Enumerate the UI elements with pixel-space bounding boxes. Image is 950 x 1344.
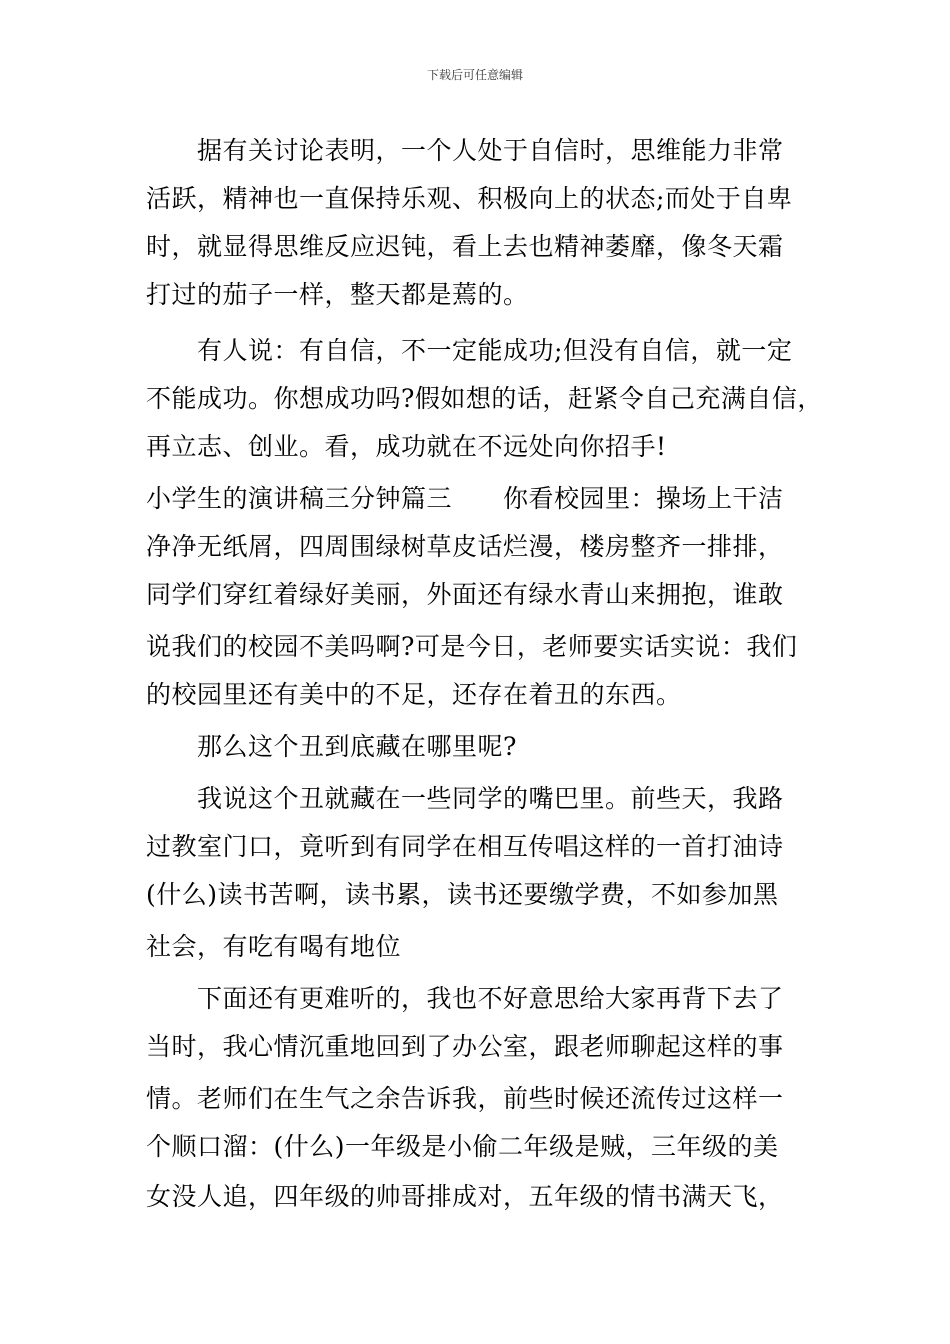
paragraph-line: 据有关讨论表明，一个人处于自信时，思维能力非常 — [197, 136, 784, 165]
paragraph-line: 当时，我心情沉重地回到了办公室，跟老师聊起这样的事 — [146, 1032, 784, 1061]
paragraph-line: 活跃，精神也一直保持乐观、积极向上的状态;而处于自卑 — [146, 184, 793, 213]
paragraph-line: 女没人追，四年级的帅哥排成对，五年级的情书满天飞， — [146, 1182, 784, 1211]
paragraph-line: 说我们的校园不美吗啊?可是今日，老师要实话实说：我们 — [146, 632, 798, 661]
section-heading-line: 小学生的演讲稿三分钟篇三 你看校园里：操场上干洁 — [146, 484, 784, 513]
paragraph-line: 同学们穿红着绿好美丽，外面还有绿水青山来拥抱，谁敢 — [146, 580, 784, 609]
paragraph-line: 过教室门口，竟听到有同学在相互传唱这样的一首打油诗 — [146, 832, 784, 861]
paragraph-line: 不能成功。你想成功吗?假如想的话，赶紧令自己充满自信， — [146, 384, 823, 413]
paragraph-line: 那么这个丑到底藏在哪里呢? — [197, 732, 517, 761]
paragraph-line: 情。老师们在生气之余告诉我，前些时候还流传过这样一 — [146, 1084, 784, 1113]
paragraph-line: 下面还有更难听的，我也不好意思给大家再背下去了 — [197, 984, 784, 1013]
page-header: 下载后可任意编辑 — [426, 68, 523, 82]
paragraph-line: (什么)读书苦啊，读书累，读书还要缴学费，不如参加黑 — [146, 880, 779, 909]
paragraph-line: 净净无纸屑，四周围绿树草皮话烂漫，楼房整齐一排排， — [146, 532, 784, 561]
paragraph-line: 有人说：有自信，不一定能成功;但没有自信，就一定 — [197, 336, 793, 365]
paragraph-line: 社会，有吃有喝有地位 — [146, 932, 402, 961]
paragraph-line: 我说这个丑就藏在一些同学的嘴巴里。前些天，我路 — [197, 784, 784, 813]
paragraph-line: 时，就显得思维反应迟钝，看上去也精神萎靡，像冬天霜 — [146, 232, 784, 261]
paragraph-line: 的校园里还有美中的不足，还存在着丑的东西。 — [146, 680, 682, 709]
paragraph-line: 再立志、创业。看，成功就在不远处向你招手! — [146, 432, 667, 461]
paragraph-line: 个顺口溜：(什么)一年级是小偷二年级是贼，三年级的美 — [146, 1132, 779, 1161]
paragraph-line: 打过的茄子一样，整天都是蔫的。 — [146, 280, 529, 309]
